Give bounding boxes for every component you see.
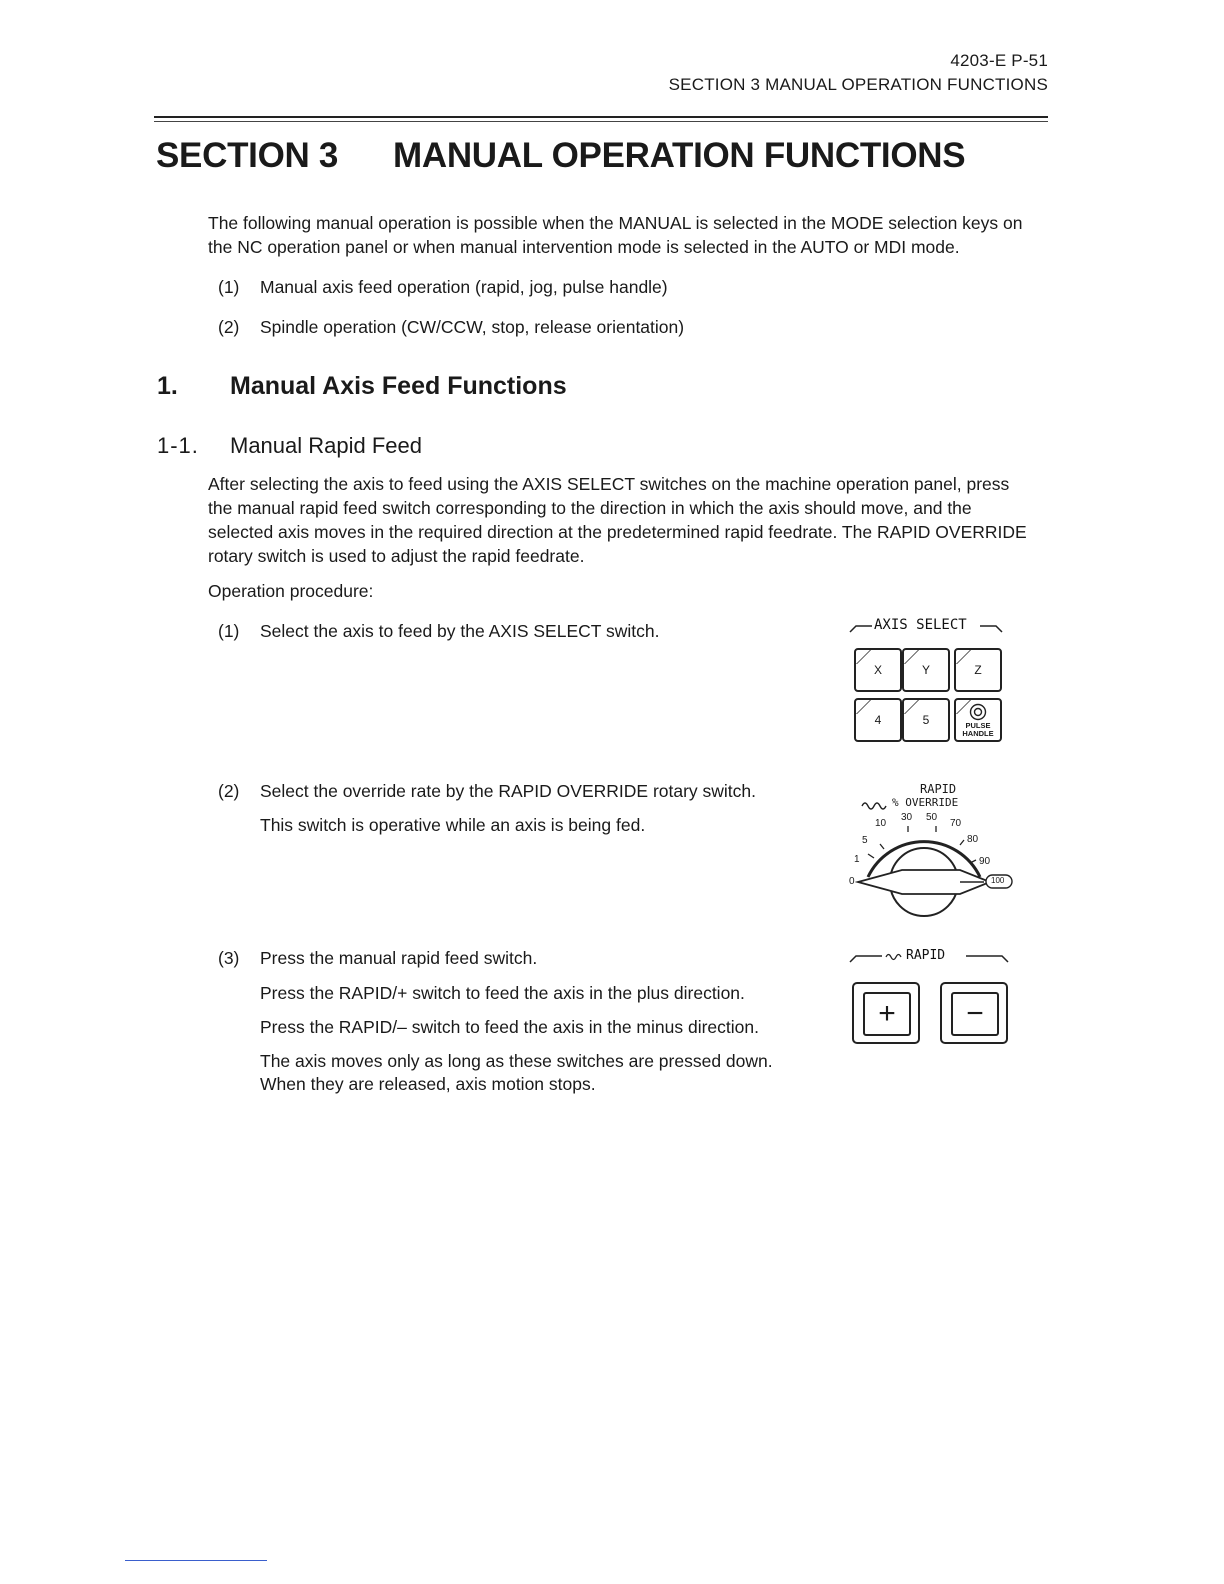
section-number: SECTION 3 — [156, 136, 339, 175]
axis-key-4[interactable]: 4 — [854, 698, 902, 742]
heading-2-number: 1-1. — [157, 433, 199, 458]
rapid-para-line-2: the manual rapid feed switch corresponding to the direction in which the axis should move, and the — [208, 498, 972, 518]
dial-value-100: 100 — [991, 876, 1005, 885]
dial-value-1: 1 — [854, 854, 860, 865]
override-label-top: RAPID — [920, 782, 957, 796]
heading-1-title: Manual Axis Feed Functions — [230, 372, 567, 400]
step-3-plus-note: Press the RAPID/+ switch to feed the axis in the plus direction. — [260, 983, 745, 1003]
step-3-hold-note: The axis moves only as long as these switches are pressed down. — [260, 1051, 773, 1071]
axis-select-panel — [846, 612, 1016, 748]
heading-1-number: 1. — [157, 372, 178, 400]
rapid-para-line-4: rotary switch is used to adjust the rapid feedrate. — [208, 546, 585, 566]
axis-key-5[interactable]: 5 — [902, 698, 950, 742]
rapid-para-line-1: After selecting the axis to feed using the AXIS SELECT switches on the machine operation panel, press — [208, 474, 1010, 494]
axis-key-y[interactable]: Y — [902, 648, 950, 692]
step-1: (1) Select the axis to feed by the AXIS SELECT switch. — [218, 621, 660, 641]
footer-line — [125, 1560, 267, 1561]
step-2: (2) Select the override rate by the RAPID OVERRIDE rotary switch. — [218, 781, 757, 801]
header-rule — [154, 116, 1048, 118]
page-reference: 4203-E P-51 — [950, 51, 1048, 70]
dial-value-30: 30 — [901, 812, 913, 823]
step-2-note: This switch is operative while an axis is being fed. — [260, 815, 646, 835]
axis-key-pulse-handle[interactable]: PULSE HANDLE — [954, 698, 1002, 742]
dial-value-90: 90 — [979, 856, 991, 867]
rapid-buttons-panel — [846, 944, 1016, 1050]
procedure-label: Operation procedure: — [208, 581, 374, 601]
intro-item-1: (1) Manual axis feed operation (rapid, jog, pulse handle) — [218, 277, 668, 297]
rapid-para-line-3: selected axis moves in the required direction at the predetermined rapid feedrate. The RAPID OVERRIDE — [208, 522, 1027, 542]
rapid-wave-icon — [862, 803, 886, 809]
intro-item-2: (2) Spindle operation (CW/CCW, stop, release orientation) — [218, 317, 685, 337]
rapid-plus-symbol: + — [878, 997, 896, 1030]
header-rule-thin — [154, 121, 1048, 122]
section-title: MANUAL OPERATION FUNCTIONS — [393, 136, 966, 175]
rapid-plus-button[interactable] — [852, 982, 920, 1044]
axis-key-x[interactable]: X — [854, 648, 902, 692]
override-label-bottom: % OVERRIDE — [892, 796, 959, 809]
step-3-minus-note: Press the RAPID/– switch to feed the axis in the minus direction. — [260, 1017, 759, 1037]
rapid-minus-button[interactable] — [940, 982, 1008, 1044]
dial-value-50: 50 — [926, 812, 938, 823]
dial-value-80: 80 — [967, 834, 979, 845]
dial-value-70: 70 — [950, 818, 962, 829]
intro-line-2: the NC operation panel or when manual intervention mode is selected in the AUTO or MDI mode. — [208, 237, 960, 257]
step-3-release-note: When they are released, axis motion stops. — [260, 1074, 596, 1094]
pulse-handle-icon — [969, 703, 987, 721]
rapid-minus-symbol: − — [966, 997, 984, 1030]
dial-value-5: 5 — [862, 835, 868, 846]
rapid-buttons-label: RAPID — [906, 948, 946, 963]
running-title: SECTION 3 MANUAL OPERATION FUNCTIONS — [668, 75, 1048, 94]
heading-2-title: Manual Rapid Feed — [230, 433, 423, 458]
intro-line-1: The following manual operation is possible when the MANUAL is selected in the MODE selection keys on — [208, 213, 1023, 233]
rapid-wave-icon — [886, 955, 901, 960]
axis-key-z[interactable]: Z — [954, 648, 1002, 692]
axis-select-label: AXIS SELECT — [874, 617, 967, 633]
rapid-override-dial[interactable] — [840, 782, 1020, 922]
dial-value-10: 10 — [875, 818, 887, 829]
dial-value-0: 0 — [849, 876, 855, 887]
step-3: (3) Press the manual rapid feed switch. — [218, 948, 538, 968]
